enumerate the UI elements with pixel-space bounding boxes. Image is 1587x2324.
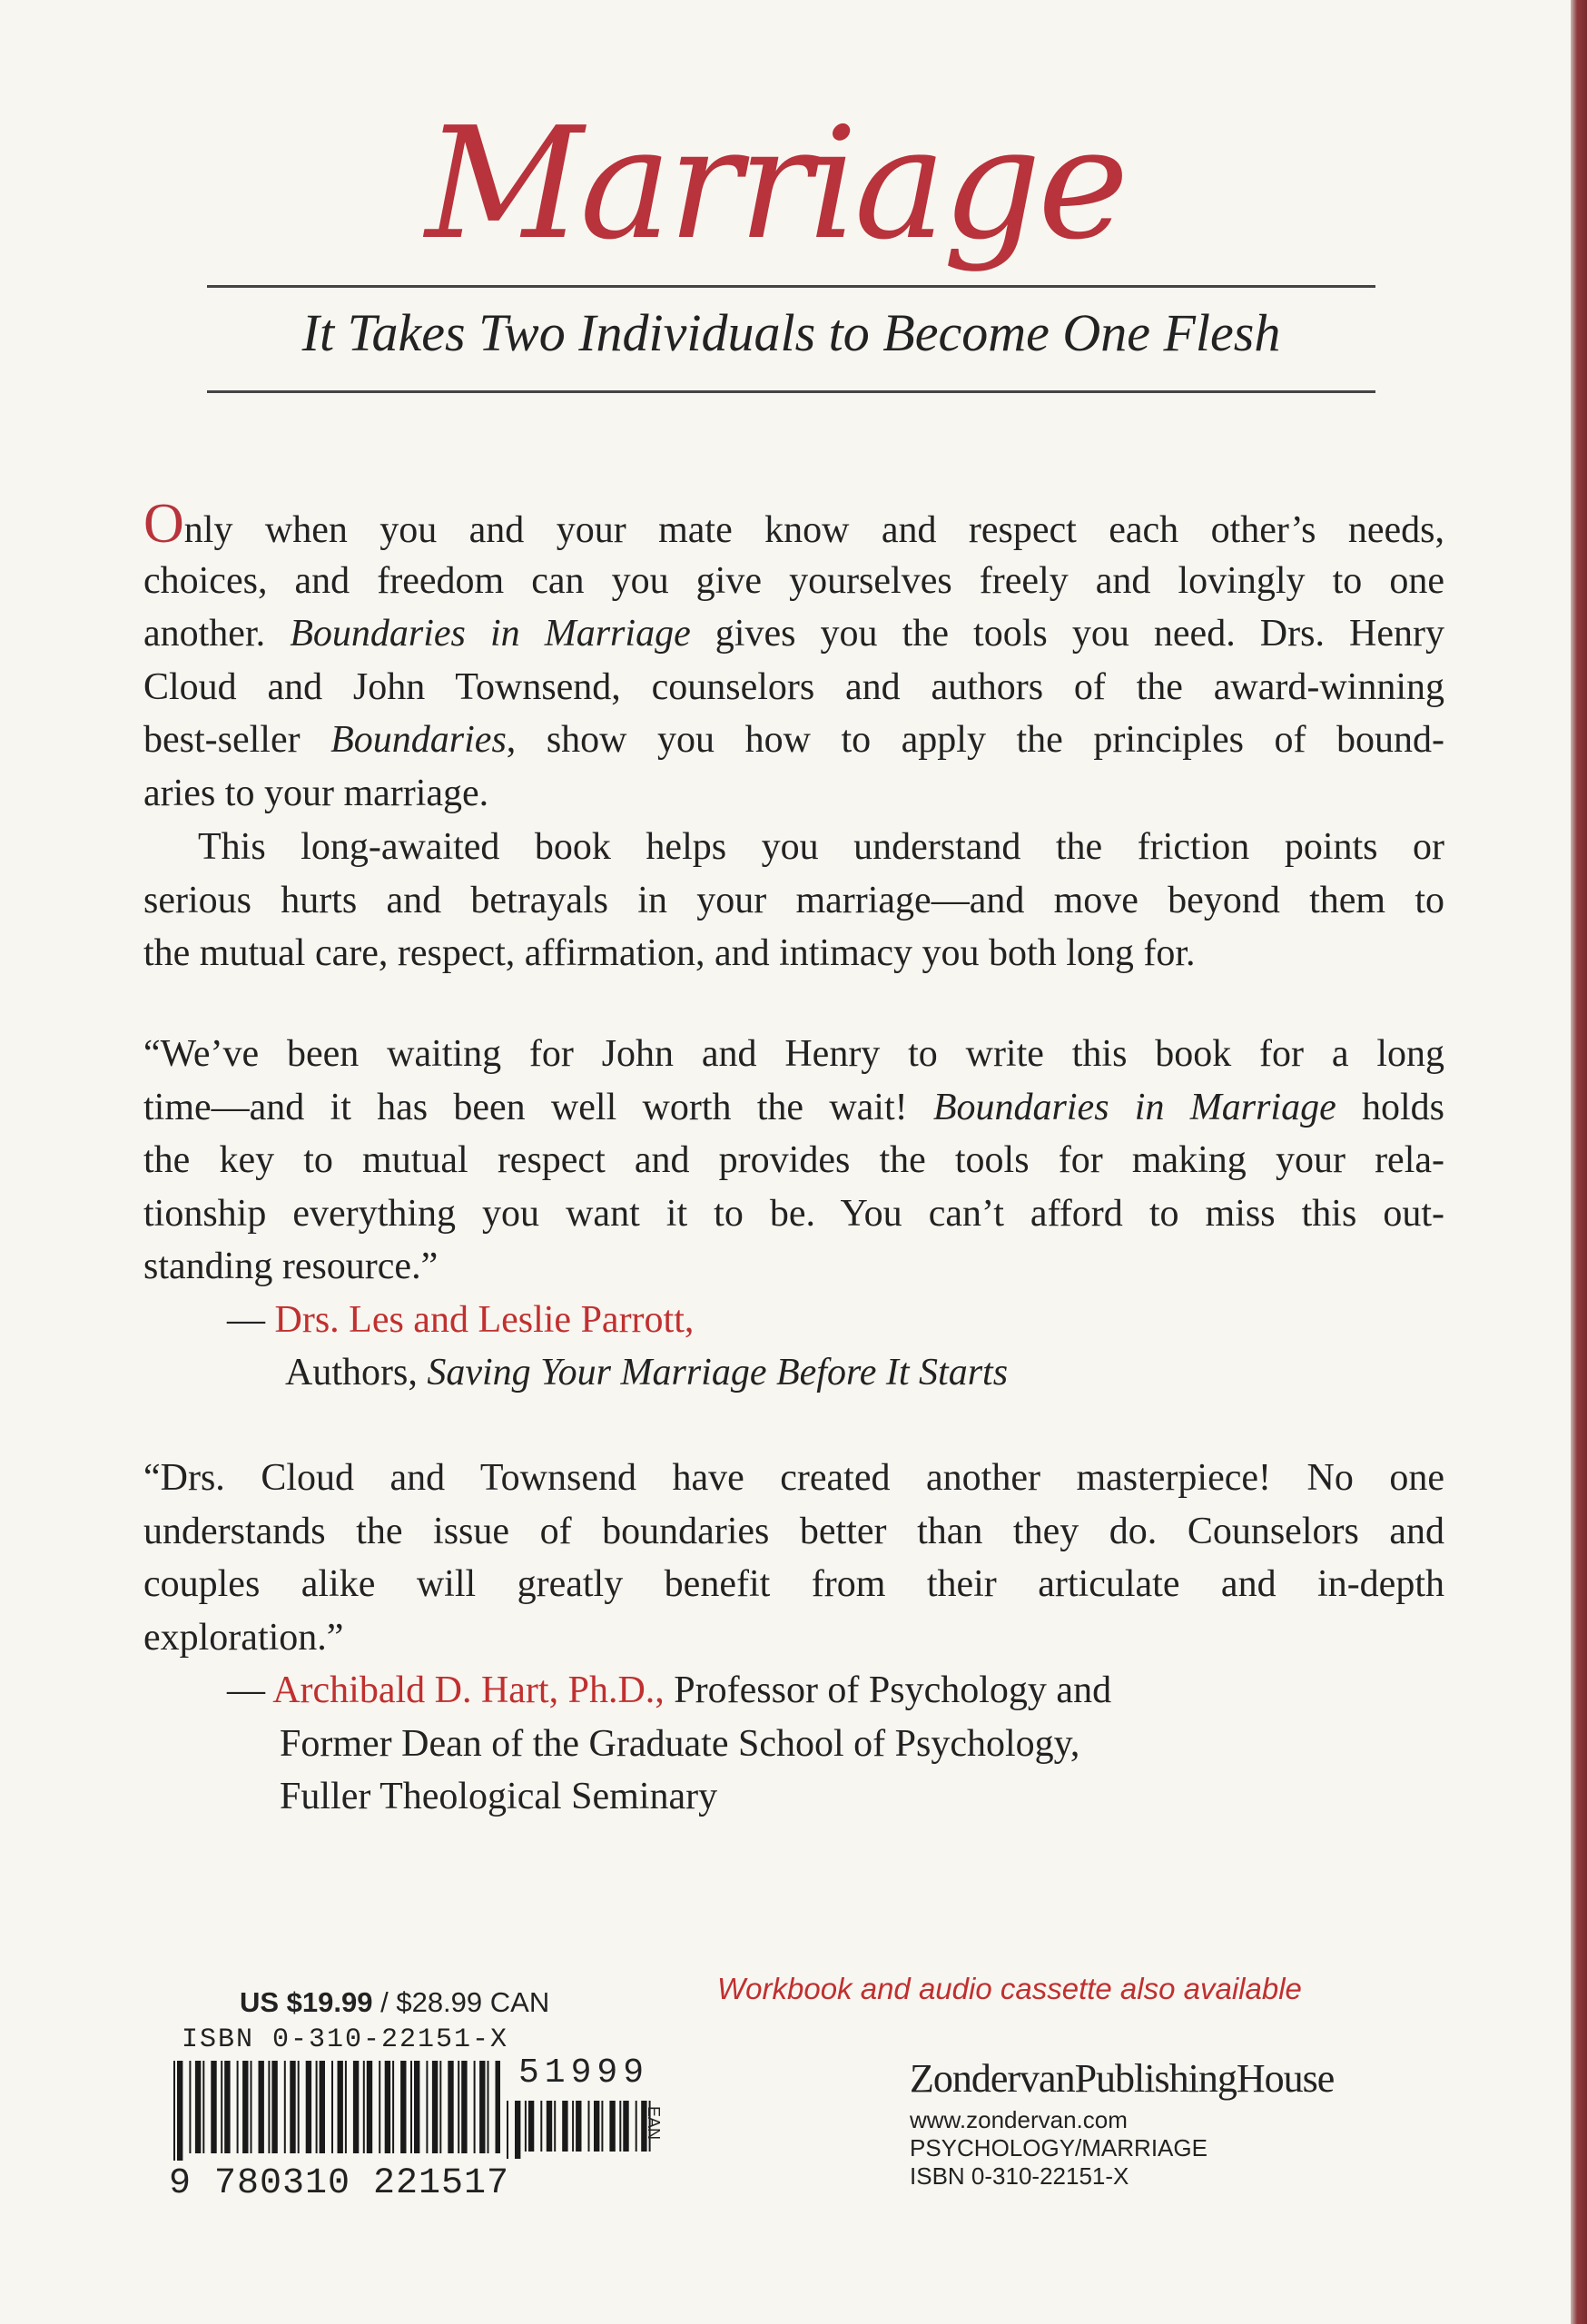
addon-barcode [507,2101,654,2159]
barcode-bar [623,2101,628,2152]
text-line [143,615,1444,653]
barcode-bar [224,2061,230,2153]
text-line [227,1671,1111,1709]
barcode-bar [195,2061,201,2153]
text-line [280,1722,1080,1765]
drop-cap: O [143,493,184,555]
barcode-bar [173,2061,175,2161]
barcode-bar [525,2101,527,2152]
barcode-bar [316,2061,318,2153]
barcode-bar [338,2061,343,2153]
barcode-bar [554,2101,556,2152]
barcode-bar [488,2061,489,2153]
text-segment: tionship everything you want it to be. You can’t afford to miss this out- [143,1192,1444,1235]
text-segment: Boundaries in Marriage [290,613,691,655]
text-segment: “Drs. Cloud and Townsend have created another masterpiece! No one [143,1457,1444,1499]
barcode-bar [306,2061,311,2153]
text-segment: serious hurts and betrayals in your marriage—and move beyond them to [143,879,1444,921]
barcode-bar [237,2061,239,2153]
text-segment: nly when you and your mate know and respect each other’s needs, [183,509,1444,551]
text-segment: choices, and freedom can you give yourselves freely and lovingly to one [143,559,1444,602]
availability-note: Workbook and audio cassette also available [717,1972,1302,2005]
barcode-bar [588,2101,590,2152]
book-spine-edge [1571,0,1587,2324]
text-segment: — [227,1298,275,1341]
text-segment: — [227,1669,273,1711]
barcode-bar [298,2061,300,2153]
book-category: PSYCHOLOGY/MARRIAGE [910,2134,1208,2162]
endorser-name: Archibald D. Hart, Ph.D., [272,1669,665,1711]
text-segment: best-seller [143,719,331,761]
addon-digits: 51999 [518,2053,650,2093]
price [240,1986,549,2019]
barcode-bar [576,2101,581,2152]
barcode-bar [439,2061,441,2153]
endorser-name: Drs. Les and Leslie Parrott, [274,1298,695,1341]
barcode-bar [528,2101,534,2152]
barcode-bar [385,2061,390,2153]
text-segment: Saving Your Marriage Before It Starts [427,1352,1009,1393]
barcode-bar [202,2061,204,2153]
barcode-bar [177,2061,182,2161]
barcode-bar [479,2061,485,2153]
barcode-bar [448,2061,453,2153]
barcode-bar [400,2061,406,2153]
text-line [143,1247,1444,1285]
text-segment: holds [1336,1086,1445,1128]
publisher-website: www.zondervan.com [910,2106,1128,2133]
divider-top [207,285,1375,288]
barcode-bar [458,2061,459,2153]
text-segment: exploration.” [143,1616,344,1659]
barcode-bar [211,2061,216,2153]
text-segment: Former Dean of the Graduate School of Psychology, [280,1722,1080,1765]
barcode-bar [636,2101,637,2152]
barcode-bar [259,2061,264,2153]
text-segment: the mutual care, respect, affirmation, and intimacy you both long for. [143,932,1196,974]
text-line [198,828,1444,866]
barcode-bar [601,2101,603,2152]
text-segment: standing resource.” [143,1246,439,1287]
barcode-bar [392,2061,394,2153]
text-line [143,721,1444,759]
cover-subtitle: It Takes Two Individuals to Become One Flesh [301,303,1281,362]
text-segment: Boundaries in Marriage [932,1086,1336,1128]
text-line [143,1141,1444,1179]
text-line [143,559,1444,602]
book-isbn: ISBN 0-310-22151-X [910,2162,1129,2190]
barcode-bar [594,2101,599,2152]
barcode-bar [345,2061,347,2153]
barcode-bar [414,2061,419,2153]
text-line [143,1035,1444,1073]
barcode-bar [251,2061,252,2153]
text-segment: aries to your marriage. [143,772,489,814]
text-segment: Authors, [285,1352,428,1393]
barcode-bar [221,2061,222,2153]
text-segment: Fuller Theological Seminary [280,1776,718,1817]
barcode-bar [331,2061,333,2153]
barcode-bar [515,2101,520,2159]
barcode-bar [242,2061,248,2153]
price-us: US $19.99 [240,1986,373,2018]
barcode-bar [367,2061,372,2153]
barcode-bar [461,2061,467,2153]
barcode-isbn: ISBN 0-310-22151-X [182,2024,509,2055]
text-line [143,665,1444,708]
text-segment: time—and it has been well worth the wait! [143,1086,933,1128]
barcode-bar [572,2101,574,2152]
text-segment: another. [143,613,291,655]
text-segment: “We’ve been waiting for John and Henry to write this book for a long [143,1033,1444,1075]
barcode-bar [496,2061,501,2153]
text-line [143,1459,1444,1497]
barcode-bar [284,2061,286,2153]
barcode-bar [353,2061,359,2153]
cover-title: Marriage [425,94,1126,274]
text-segment: This long-awaited book helps you understand the friction points or [198,826,1444,868]
text-line [143,881,1444,920]
text-line [227,1298,695,1341]
text-segment: Cloud and John Townsend, counselors and authors of the award-winning [143,665,1444,708]
text-line [143,934,1444,972]
text-segment: gives you the tools you need. Drs. Henry [690,613,1444,655]
text-line [280,1777,717,1816]
publisher-name: ZondervanPublishingHouse [910,2056,1335,2101]
text-segment: , show you how to apply the principles of bound- [506,719,1445,761]
text-line [143,493,1444,555]
barcode-bar [562,2101,567,2152]
barcode-bar [379,2061,380,2153]
barcode-bar [290,2061,295,2153]
barcode-bar [363,2061,365,2153]
barcode-bar [474,2061,476,2153]
barcode-bar [320,2061,325,2153]
barcode [173,2061,500,2161]
price-can: / $28.99 CAN [372,1986,550,2018]
barcode-bar [609,2101,615,2152]
text-segment: understands the issue of boundaries better than they do. Counselors and [143,1510,1444,1552]
text-line [143,1565,1444,1603]
text-segment: Professor of Psychology and [664,1669,1112,1711]
text-line [143,1088,1444,1127]
barcode-bar [540,2101,542,2152]
barcode-bar [619,2101,621,2152]
barcode-bar [507,2101,508,2159]
barcode-bar [410,2061,412,2153]
barcode-digits: 9 780310 221517 [169,2163,510,2204]
barcode-bar [271,2061,277,2153]
text-line [285,1354,1008,1392]
text-segment: couples alike will greatly benefit from their articulate and in-depth [143,1563,1444,1605]
divider-bottom [207,390,1375,393]
barcode-bar [189,2061,191,2153]
barcode-bar [268,2061,270,2153]
text-line [143,1512,1444,1551]
barcode-bar [426,2061,428,2153]
barcode-bar [432,2061,438,2153]
text-segment: the key to mutual respect and provides the tools for making your rela- [143,1139,1444,1181]
ean-label: EAN [645,2106,663,2141]
text-line [143,1616,1444,1659]
text-line [143,774,1444,812]
text-segment: Boundaries [330,719,507,761]
barcode-bar [547,2101,552,2152]
text-line [143,1192,1444,1235]
